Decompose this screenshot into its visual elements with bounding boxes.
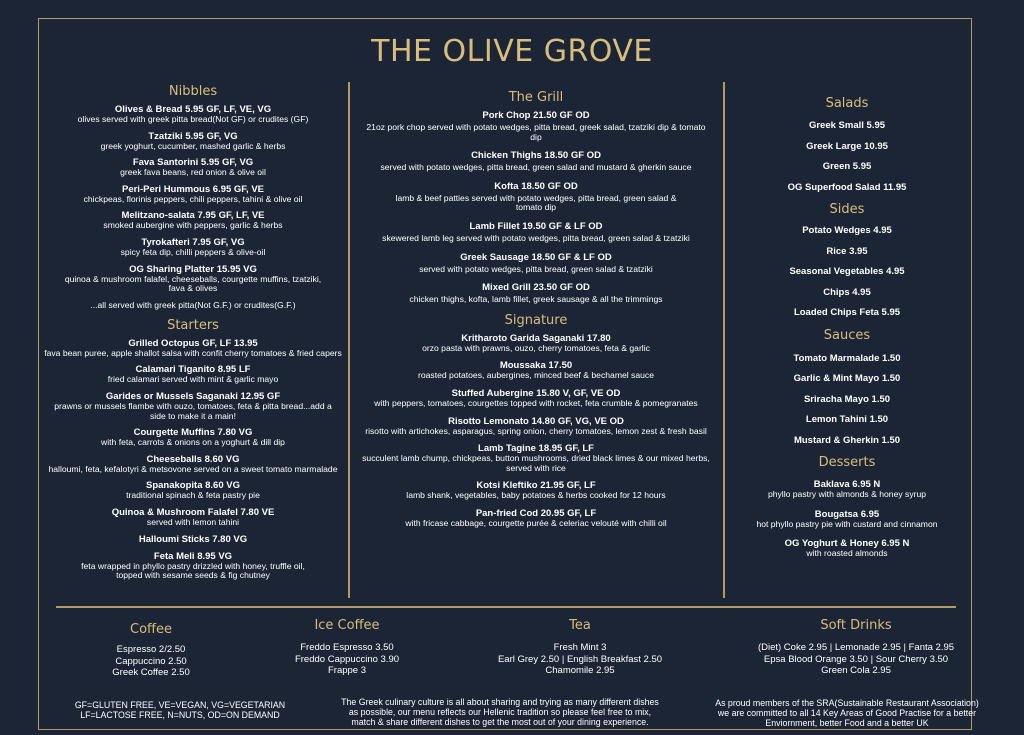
menu-item [42,391,344,421]
menu-item [42,104,344,125]
menu-item [42,184,344,205]
item-name: Peri-Peri Hummous 6.95 GF, VE [121,183,265,195]
item-desc: hot phyllo pastry pie with custard and cinnamon [756,518,938,529]
menu-item [42,237,344,258]
list-item: Tomato Marmalade 1.50 [793,352,901,364]
item-desc: greek yoghurt, cucumber, mashed garlic & herbs [100,140,286,151]
item-name: OG Yoghurt & Honey 6.95 N [784,538,910,550]
menu-item [42,534,344,545]
list-item: Frappe 3 [327,665,367,676]
list-item: Freddo Cappuccino 3.90 [294,653,400,665]
culture-line: The Greek culinary culture is all about sharing and trying as many different dishes [341,697,659,707]
soft-drinks-section [738,614,974,677]
menu-item [362,110,710,142]
starters-heading: Starters [167,317,219,333]
signature-list [362,333,710,529]
list-item: Loaded Chips Feta 5.95 [793,307,901,318]
horizontal-divider [56,606,956,608]
menu-item [42,264,344,294]
list-item: Chips 4.95 [823,286,871,298]
item-desc: smoked aubergine with peppers, garlic & herbs [103,220,283,231]
item-desc: olives served with greek pitta bread(Not GF) or crudites (GF) [77,114,309,124]
item-desc: feta wrapped in phyllo pastry drizzled with honey, truffle oil, topped with sesame seeds & fig chutney [81,560,305,581]
menu-item [42,338,344,359]
grill-heading: The Grill [508,90,564,105]
item-name: Halloumi Sticks 7.80 VG [138,533,248,545]
sides-heading: Sides [829,202,865,217]
menu-item [734,538,960,559]
item-name: Spanakopita 8.60 VG [146,480,240,492]
list-item: Freddo Espresso 3.50 [300,642,394,653]
column-divider-right [723,82,725,598]
item-name: Courgette Muffins 7.80 VG [133,427,253,439]
item-name: Garides or Mussels Saganaki 12.95 GF [105,390,281,402]
starters-list [42,338,344,581]
middle-column [362,86,710,536]
list-item: (Diet) Coke 2.95 | Lemonade 2.95 | Fanta 2.95 [757,642,955,653]
nibbles-heading: Nibbles [168,84,218,99]
menu-item [362,252,710,275]
menu-item [362,480,710,501]
list-item: Seasonal Vegetables 4.95 [789,266,905,277]
item-desc: spicy feta dip, chilli peppers & olive-oil [120,246,266,257]
desserts-list [734,479,960,559]
item-desc: served with lemon tahini [146,516,240,527]
list-item: Greek Coffee 2.50 [112,667,190,678]
item-name: Moussaka 17.50 [499,360,573,372]
item-name: Melitzano-salata 7.95 GF, LF, VE [121,210,265,222]
ice-coffee-heading: Ice Coffee [314,618,380,633]
item-desc: with peppers, tomatoes, courgettes topped with rocket, feta crumble & pomegranates [374,397,698,408]
item-desc: chicken thighs, kofta, lamb fillet, greek sausage & all the trimmings [409,294,663,305]
nibbles-note: ...all served with greek pitta(Not G.F.) or crudites(G.F.) [90,299,296,310]
item-name: Tzatziki 5.95 GF, VG [148,130,238,142]
item-desc: traditional spinach & feta pastry pie [126,490,260,501]
menu-item [42,157,344,178]
list-item: Sriracha Mayo 1.50 [803,393,891,405]
menu-item [362,221,710,244]
item-name: Baklava 6.95 N [813,479,881,490]
item-name: Lamb Tagine 18.95 GF, LF [478,443,594,455]
item-desc: fava bean puree, apple shallot salsa with confit cherry tomatoes & fried capers [44,347,342,358]
list-item: Earl Grey 2.50 | English Breakfast 2.50 [497,653,663,665]
item-name: Fava Santorini 5.95 GF, VG [132,157,254,169]
sra-line: As proud members of the SRA(Sustainable Restaurant Association) [715,698,979,708]
item-name: Calamari Tiganito 8.95 LF [135,364,251,376]
menu-item [362,282,710,305]
menu-item [362,443,710,473]
item-desc: with roasted almonds [806,548,888,559]
item-name: Feta Meli 8.95 VG [153,550,233,562]
menu-item [42,551,344,581]
right-column [734,92,960,568]
list-item: Green 5.95 [822,161,872,172]
column-divider-left [348,82,350,598]
item-name: Greek Sausage 18.50 GF & LF OD [460,251,612,263]
salads-list [734,120,960,193]
coffee-heading: Coffee [130,622,172,637]
item-name: Kofta 18.50 GF OD [494,180,578,192]
nibbles-list [42,104,344,294]
item-name: Cheeseballs 8.60 VG [146,453,240,465]
item-name: Kotsi Kleftiko 21.95 GF, LF [476,480,596,492]
menu-item [362,150,710,173]
list-item: Potato Wedges 4.95 [802,225,892,236]
item-desc: phyllo pastry with almonds & honey syrup [767,489,927,499]
item-desc: orzo pasta with prawns, ouzo, cherry tomatoes, feta & garlic [422,342,650,353]
menu-item [362,181,710,213]
soft-drinks-heading: Soft Drinks [820,618,892,633]
desserts-heading: Desserts [818,455,876,470]
culture-line: match & share different dishes to get the most out of your dining experience. [351,717,649,727]
menu-item [42,210,344,231]
signature-heading: Signature [504,312,568,328]
item-name: Lamb Fillet 19.50 GF & LF OD [469,220,603,232]
menu-item [362,360,710,381]
legend-line: GF=GLUTEN FREE, VE=VEGAN, VG=VEGETARIAN [74,700,286,710]
tea-section [460,614,700,677]
salads-heading: Salads [825,96,869,111]
culture-line: as possible, our menu reflects our Hellenic tradition so please feel free to mix, [348,707,652,717]
item-desc: prawns or mussels flambe with ouzo, tomatoes, feta & pitta bread...add a side to make it a main! [54,400,332,421]
menu-item [42,131,344,152]
sides-list [734,225,960,318]
item-desc: quinoa & mushroom falafel, cheeseballs, courgette muffins, tzatziki, fava & olives [64,273,322,294]
item-name: Stuffed Aubergine 15.80 V, GF, VE OD [451,387,621,399]
item-name: Chicken Thighs 18.50 GF OD [471,150,601,162]
item-name: Kritharoto Garida Saganaki 17.80 [461,332,611,344]
item-name: Quinoa & Mushroom Falafel 7.80 VE [111,506,275,518]
item-name: Mixed Grill 23.50 GF OD [482,282,590,294]
item-name: OG Sharing Platter 15.95 VG [129,263,257,275]
item-desc: skewered lamb leg served with potato wedges, pitta bread, green salad & tzatziki [382,232,690,243]
item-desc: with feta, carrots & onions on a yoghurt & dill dip [101,437,285,448]
list-item: OG Superfood Salad 11.95 [787,181,907,193]
list-item: Espresso 2/2.50 [116,644,186,655]
coffee-section [70,618,232,679]
item-desc: halloumi, feta, kefalotyri & metsovone served on a sweet tomato marmalade [48,463,338,474]
menu-item [42,507,344,528]
list-item: Epsa Blood Orange 3.50 | Sour Cherry 3.50 [763,653,949,665]
ice-coffee-section [262,614,432,677]
dietary-legend [50,700,310,720]
item-desc: succulent lamb chump, chickpeas, button mushrooms, dried black limes & our mixed herbs, served with rice [362,453,710,473]
item-desc: fried calamari served with mint & garlic mayo [107,374,279,385]
menu-item [362,388,710,409]
item-desc: served with potato wedges, pitta bread, green salad & tzatziki [419,263,653,274]
list-item: Lemon Tahini 1.50 [805,414,889,425]
legend-line: LF=LACTOSE FREE, N=NUTS, OD=ON DEMAND [80,710,280,720]
item-desc: chickpeas, florinis peppers, chili peppers, tahini & olive oil [83,193,303,204]
menu-item [362,508,710,529]
sauces-list [734,353,960,446]
list-item: Rice 3.95 [826,245,868,257]
sra-line: we are committed to all 14 Key Areas of Good Practise for a better [717,708,977,718]
culture-note [300,697,700,727]
item-name: Pan-fried Cod 20.95 GF, LF [475,507,597,519]
list-item: Fresh Mint 3 [553,642,607,653]
menu-item [42,427,344,448]
left-column [42,80,344,587]
item-name: Olives & Bread 5.95 GF, LF, VE, VG [114,104,272,115]
item-desc: risotto with artichokes, asparagus, spring onion, cherry tomatoes, lemon zest & fresh basil [365,425,707,436]
list-item: Mustard & Gherkin 1.50 [793,434,901,446]
sauces-heading: Sauces [823,327,871,343]
item-desc: 21oz pork chop served with potato wedges, pitta bread, greek salad, tzatziki dip & tomato dip [366,122,706,142]
item-desc: served with potato wedges, pitta bread, green salad and mustard & gherkin sauce [380,162,692,173]
item-name: Bougatsa 6.95 [814,508,880,520]
menu-item [734,509,960,530]
item-desc: greek fava beans, red onion & olive oil [120,167,266,178]
sra-note [692,698,1002,728]
menu-item [42,480,344,501]
list-item: Green Cola 2.95 [821,665,891,676]
item-name: Pork Chop 21.50 GF OD [482,110,590,121]
item-desc: roasted potatoes, aubergines, minced beef & bechamel sauce [417,370,654,381]
tea-heading: Tea [569,618,591,633]
sra-line: Enviornment, better Food and a better UK [765,718,929,728]
page-title: THE OLIVE GROVE [371,34,653,69]
item-name: Tyrokafteri 7.95 GF, VG [141,236,245,248]
item-name: Risotto Lemonato 14.80 GF, VG, VE OD [448,415,624,427]
list-item: Garlic & Mint Mayo 1.50 [793,373,901,384]
menu-item [42,364,344,385]
item-desc: lamb & beef patties served with potato wedges, pitta bread, green salad & tomato dip [395,192,677,213]
list-item: Chamomile 2.95 [545,665,615,676]
menu-item [362,416,710,437]
item-name: Grilled Octopus GF, LF 13.95 [128,337,258,349]
menu-item [734,479,960,500]
list-item: Greek Large 10.95 [806,140,888,152]
menu-item [42,454,344,475]
item-desc: lamb shank, vegetables, baby potatoes & herbs cooked for 12 hours [406,490,666,501]
list-item: Cappuccino 2.50 [115,655,187,667]
grill-list [362,110,710,305]
item-desc: with fricase cabbage, courgette purée & celeriac velouté with chilli oil [405,517,667,528]
menu-item [362,333,710,354]
list-item: Greek Small 5.95 [808,120,886,131]
